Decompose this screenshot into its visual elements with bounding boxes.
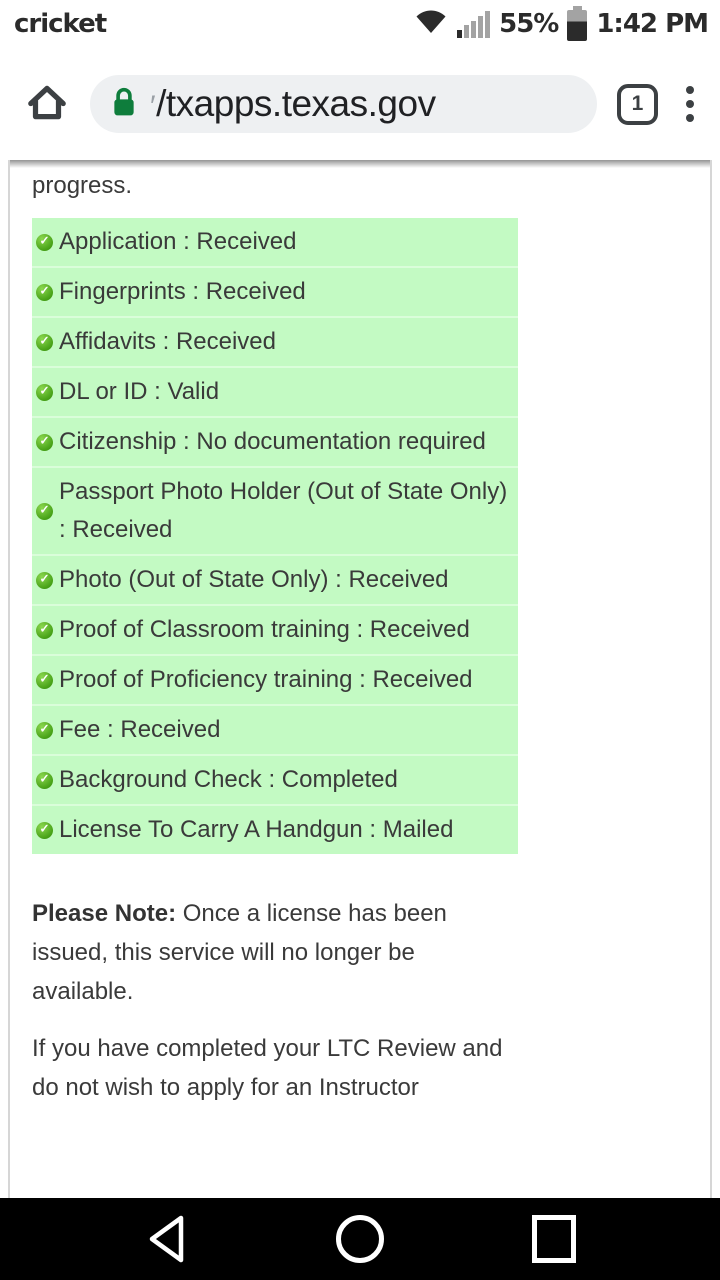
checklist-item xyxy=(32,554,518,604)
url-domain: /txapps.texas.gov xyxy=(156,83,436,124)
web-page xyxy=(8,160,712,1280)
check-icon xyxy=(36,503,53,520)
url-fragment: ′ xyxy=(150,90,156,123)
checklist-item-label: Fee : Received xyxy=(59,716,221,743)
tab-switcher-button[interactable] xyxy=(617,84,658,125)
checklist-item-label: Citizenship : No documentation required xyxy=(59,428,486,455)
note-label: Please Note: xyxy=(32,900,177,927)
check-icon xyxy=(36,434,53,451)
check-icon xyxy=(36,622,53,639)
check-icon xyxy=(36,772,53,789)
tab-count: 1 xyxy=(631,92,644,115)
checklist-item-label: License To Carry A Handgun : Mailed xyxy=(59,816,454,843)
check-icon xyxy=(36,234,53,251)
home-nav-button[interactable] xyxy=(335,1214,385,1264)
note-paragraph xyxy=(32,894,522,1011)
check-icon xyxy=(36,384,53,401)
lock-icon xyxy=(112,87,136,122)
clock: 1:42 PM xyxy=(596,9,708,39)
page-content xyxy=(10,160,710,1107)
home-button[interactable] xyxy=(24,80,70,129)
signal-icon xyxy=(457,11,490,38)
back-button[interactable] xyxy=(143,1213,189,1265)
checklist-item-label: DL or ID : Valid xyxy=(59,378,220,405)
checklist-item xyxy=(32,416,518,466)
checklist-item-label: Proof of Proficiency training : Received xyxy=(59,666,473,693)
check-icon xyxy=(36,722,53,739)
status-bar xyxy=(0,0,720,48)
checklist-item-label: Application : Received xyxy=(59,228,297,255)
browser-toolbar xyxy=(0,48,720,160)
checklist-item xyxy=(32,266,518,316)
checklist-item-label: Photo (Out of State Only) : Received xyxy=(59,566,449,593)
check-icon xyxy=(36,822,53,839)
checklist-item xyxy=(32,704,518,754)
checklist-item xyxy=(32,316,518,366)
checklist-item xyxy=(32,366,518,416)
status-checklist xyxy=(32,218,518,854)
battery-percent: 55% xyxy=(499,9,559,39)
checklist-item xyxy=(32,804,518,854)
checklist-item-label: Affidavits : Received xyxy=(59,328,276,355)
intro-text: progress. xyxy=(32,172,133,199)
android-nav-bar xyxy=(0,1198,720,1280)
url-bar[interactable] xyxy=(90,75,597,133)
note-text: Once a license has been issued, this service will no longer be available. xyxy=(32,900,447,1005)
checklist-item-label: Passport Photo Holder (Out of State Only) : Received xyxy=(59,478,508,543)
check-icon xyxy=(36,334,53,351)
check-icon xyxy=(36,572,53,589)
checklist-item-label: Proof of Classroom training : Received xyxy=(59,616,470,643)
check-icon xyxy=(36,672,53,689)
battery-icon xyxy=(567,6,587,42)
checklist-item xyxy=(32,604,518,654)
carrier-label: cricket xyxy=(14,9,107,39)
footer-paragraph: If you have completed your LTC Review and do not wish to apply for an Instructor xyxy=(32,1035,503,1101)
url-text xyxy=(150,83,436,125)
recent-apps-button[interactable] xyxy=(531,1214,577,1264)
checklist-item-label: Fingerprints : Received xyxy=(59,278,306,305)
checklist-item xyxy=(32,754,518,804)
checklist-item-label: Background Check : Completed xyxy=(59,766,398,793)
checklist-item xyxy=(32,654,518,704)
status-bar-right xyxy=(414,6,708,42)
checklist-item xyxy=(32,218,518,266)
checklist-item xyxy=(32,466,518,554)
browser-menu-button[interactable] xyxy=(678,82,702,126)
toolbar-shadow xyxy=(10,160,710,168)
wifi-icon xyxy=(414,8,448,40)
check-icon xyxy=(36,284,53,301)
